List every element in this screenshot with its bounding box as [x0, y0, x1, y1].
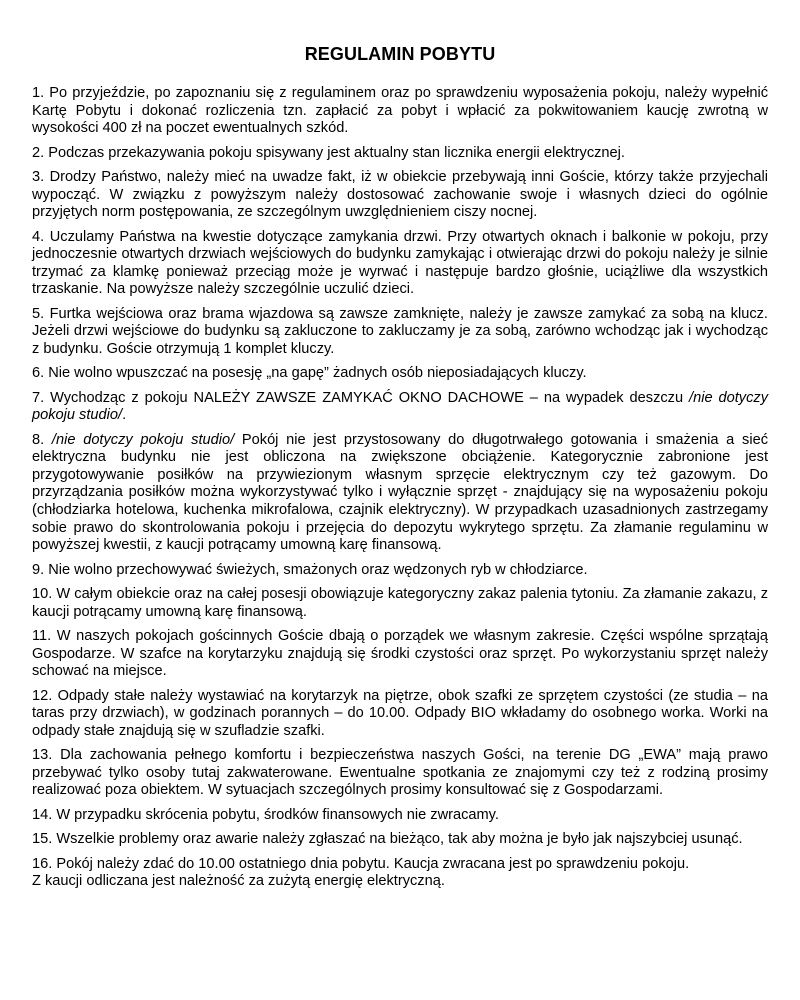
rule-12: 12. Odpady stałe należy wystawiać na korytarzyk na piętrze, obok szafki ze sprzętem czystości (ze studia – na taras przy drzwiach), w godzinach porannych – do 10.00. Odpady BIO wkładamy do osobnego worka. Worki na odpady stałe znajdują się w szufladzie szafki.: [32, 687, 768, 739]
rule-10: 10. W całym obiekcie oraz na całej posesji obowiązuje kategoryczny zakaz palenia tytoniu. Za złamanie zakazu, z kaucji potrącamy umowną karę finansową.: [32, 586, 768, 620]
rule-7-text: 7. Wychodząc z pokoju NALEŻY ZAWSZE ZAMYKAĆ OKNO DACHOWE – na wypadek deszczu: [32, 389, 690, 406]
rule-16-line-2: Z kaucji odliczana jest należność za zużytą energię elektryczną.: [32, 873, 445, 890]
rule-11: 11. W naszych pokojach gościnnych Goście dbają o porządek we własnym zakresie. Części wspólne sprzątają Gospodarze. W szafce na korytarzyku znajdują się środki czystości oraz sprzęt. Po wykorzystaniu sprzęt należy schować na miejsce.: [32, 628, 768, 680]
rule-8-text: Pokój nie jest przystosowany do długotrwałego gotowania i smażenia a sieć elektryczna budynku nie jest obliczona na zwiększone obciążenie. Kategorycznie zabronione jest przygotowywanie posiłków na przywiezionym własnym sprzęcie elektrycznym czy też gazowym. Do przyrządzania posiłków można wykorzystywać tylko i wyłącznie sprzęt - znajdujący się na wyposażeniu pokoju (chłodziarka hotelowa, kuchenka mikrofalowa, czajnik elektryczny). W przypadkach uzasadnionych zastrzegamy sobie prawo do skontrolowania pokoju i przejęcia do depozytu wykrytego sprzętu. Za złamanie regulaminu w powyższej kwestii, z kaucji potrącamy umowną karę finansową.: [32, 431, 768, 554]
rule-15: 15. Wszelkie problemy oraz awarie należy zgłaszać na bieżąco, tak aby można je było jak najszybciej usunąć.: [32, 831, 743, 848]
rules-list: [32, 85, 768, 891]
rule-1: 1. Po przyjeździe, po zapoznaniu się z regulaminem oraz po sprawdzeniu wyposażenia pokoju, należy wypełnić Kartę Pobytu i dokonać rozliczenia tzn. zapłacić za pobyt i wpłacić za pokwitowaniem kaucję zwrotną w wysokości 400 zł na poczet ewentualnych szkód.: [32, 85, 768, 137]
rule-8-note: /nie dotyczy pokoju studio/: [51, 431, 235, 448]
rule-7-end: .: [122, 407, 127, 424]
rule-6: 6. Nie wolno wpuszczać na posesję „na gapę” żadnych osób nieposiadających kluczy.: [32, 365, 587, 382]
rule-2: 2. Podczas przekazywania pokoju spisywany jest aktualny stan licznika energii elektrycznej.: [32, 144, 625, 161]
rule-4: 4. Uczulamy Państwa na kwestie dotyczące zamykania drzwi. Przy otwartych oknach i balkonie w pokoju, przy jednoczesnie otwartych drzwiach wejściowych do budynku zamykając i otwierając drzwi do pokoju należy je silnie trzymać za klamkę ponieważ przeciąg może je wyrwać i następuje bardzo głośnie, uciążliwe dla wszystkich trzaskanie. Na powyższe należy szczególnie uczulić dzieci.: [32, 228, 768, 298]
rule-16: [32, 856, 768, 891]
document-title: REGULAMIN POBYTU: [304, 44, 496, 64]
rule-7: [32, 390, 768, 425]
rule-3: 3. Drodzy Państwo, należy mieć na uwadze fakt, iż w obiekcie przebywają inni Goście, którzy także przyjechali wypocząć. W związku z powyższym należy dostosować zachowanie swoje i własnych dzieci do ogólnie przyjętych norm postępowania, ze szczególnym uwzględnieniem ciszy nocnej.: [32, 168, 768, 221]
rule-8-number: 8.: [32, 431, 52, 448]
rule-13: 13. Dla zachowania pełnego komfortu i bezpieczeństwa naszych Gości, na terenie DG „EWA” mają prawo przebywać tylko osoby tutaj zakwaterowane. Ewentualne spotkania ze znajomymi czy też z rodziną prosimy realizować poza obiektem. W sytuacjach szczególnych prosimy konsultować się z Gospodarzami.: [32, 747, 768, 799]
rule-5: 5. Furtka wejściowa oraz brama wjazdowa są zawsze zamknięte, należy je zawsze zamykać za sobą na klucz. Jeżeli drzwi wejściowe do budynku są zakluczone to zakluczamy je za sobą, zarówno wchodząc jak i wychodząc z budynku. Goście otrzymują 1 komplet kluczy.: [32, 305, 768, 357]
rule-14: 14. W przypadku skrócenia pobytu, środków finansowych nie zwracamy.: [32, 806, 499, 823]
rule-9: 9. Nie wolno przechowywać świeżych, smażonych oraz wędzonych ryb w chłodziarce.: [32, 561, 588, 578]
rule-8: [32, 432, 768, 555]
rule-7-note: /nie dotyczy pokoju studio/: [32, 389, 768, 424]
rule-16-line-1: 16. Pokój należy zdać do 10.00 ostatniego dnia pobytu. Kaucja zwracana jest po sprawdzeniu pokoju.: [32, 855, 690, 872]
